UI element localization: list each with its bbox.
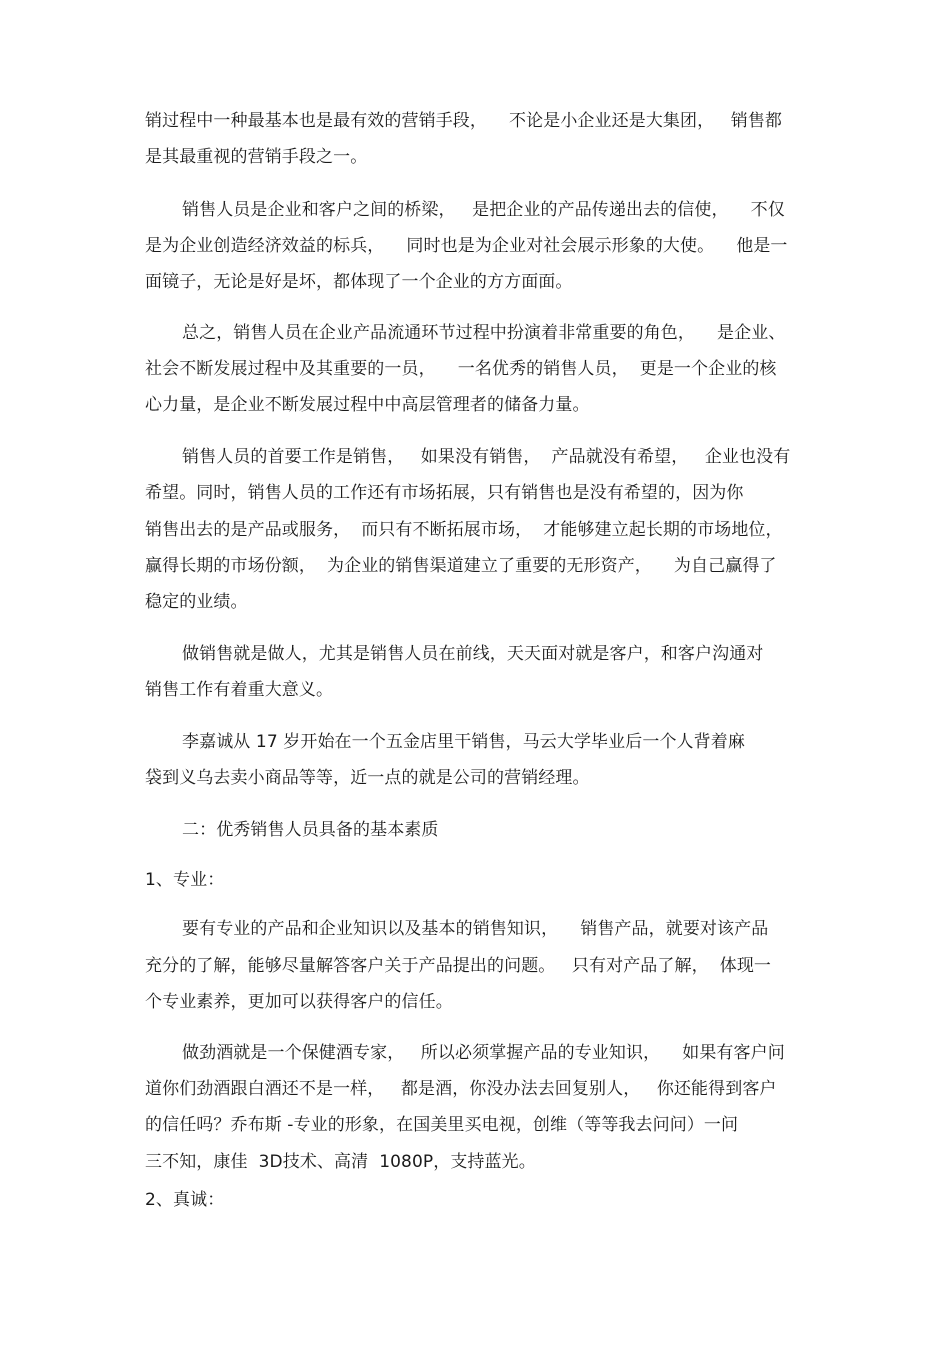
text-line: 三不知，康佳 3D技术、高清 1080P，支持蓝光。 <box>145 1152 536 1172</box>
text-line: 销售出去的是产品或服务， 而只有不断拓展市场， 才能够建立起长期的市场地位， <box>145 520 783 540</box>
subsection-heading: 1、专业： <box>145 870 225 890</box>
text-line: 销售工作有着重大意义。 <box>145 680 334 700</box>
text-line: 做劲酒就是一个保健酒专家， 所以必须掌握产品的专业知识， 如果有客户问 <box>182 1043 785 1063</box>
subsection-heading: 2、真诚： <box>145 1190 225 1210</box>
text-line: 个专业素养，更加可以获得客户的信任。 <box>145 992 453 1012</box>
text-line: 李嘉诚从 17 岁开始在一个五金店里干销售，马云大学毕业后一个人背着麻 <box>182 732 745 752</box>
text-line: 的信任吗？乔布斯 -专业的形象，在国美里买电视，创维（等等我去问问）一问 <box>145 1115 739 1135</box>
text-line: 总之，销售人员在企业产品流通环节过程中扮演着非常重要的角色， 是企业、 <box>182 323 786 343</box>
text-line: 袋到义乌去卖小商品等等，近一点的就是公司的营销经理。 <box>145 768 590 788</box>
text-line: 销售人员的首要工作是销售， 如果没有销售， 产品就没有希望， 企业也没有 <box>182 447 791 467</box>
text-line: 做销售就是做人，尤其是销售人员在前线，天天面对就是客户，和客户沟通对 <box>182 644 764 664</box>
text-line: 希望。同时，销售人员的工作还有市场拓展，只有销售也是没有希望的，因为你 <box>145 483 744 503</box>
text-line: 稳定的业绩。 <box>145 592 248 612</box>
section-heading: 二：优秀销售人员具备的基本素质 <box>182 820 439 840</box>
text-line: 要有专业的产品和企业知识以及基本的销售知识， 销售产品，就要对该产品 <box>182 919 769 939</box>
text-line: 心力量，是企业不断发展过程中中高层管理者的储备力量。 <box>145 395 590 415</box>
text-line: 充分的了解，能够尽量解答客户关于产品提出的问题。 只有对产品了解， 体现一 <box>145 956 772 976</box>
text-line: 赢得长期的市场份额， 为企业的销售渠道建立了重要的无形资产， 为自己赢得了 <box>145 556 777 576</box>
text-line: 道你们劲酒跟白酒还不是一样， 都是酒，你没办法去回复别人， 你还能得到客户 <box>145 1079 777 1099</box>
text-line: 社会不断发展过程中及其重要的一员， 一名优秀的销售人员， 更是一个企业的核 <box>145 359 777 379</box>
text-line: 是其最重视的营销手段之一。 <box>145 147 368 167</box>
text-line: 销售人员是企业和客户之间的桥梁， 是把企业的产品传递出去的信使， 不仅 <box>182 200 785 220</box>
text-line: 是为企业创造经济效益的标兵， 同时也是为企业对社会展示形象的大使。 他是一 <box>145 236 788 256</box>
text-line: 面镜子，无论是好是坏，都体现了一个企业的方方面面。 <box>145 272 573 292</box>
text-line: 销过程中一种最基本也是最有效的营销手段， 不论是小企业还是大集团， 销售都 <box>145 111 783 131</box>
